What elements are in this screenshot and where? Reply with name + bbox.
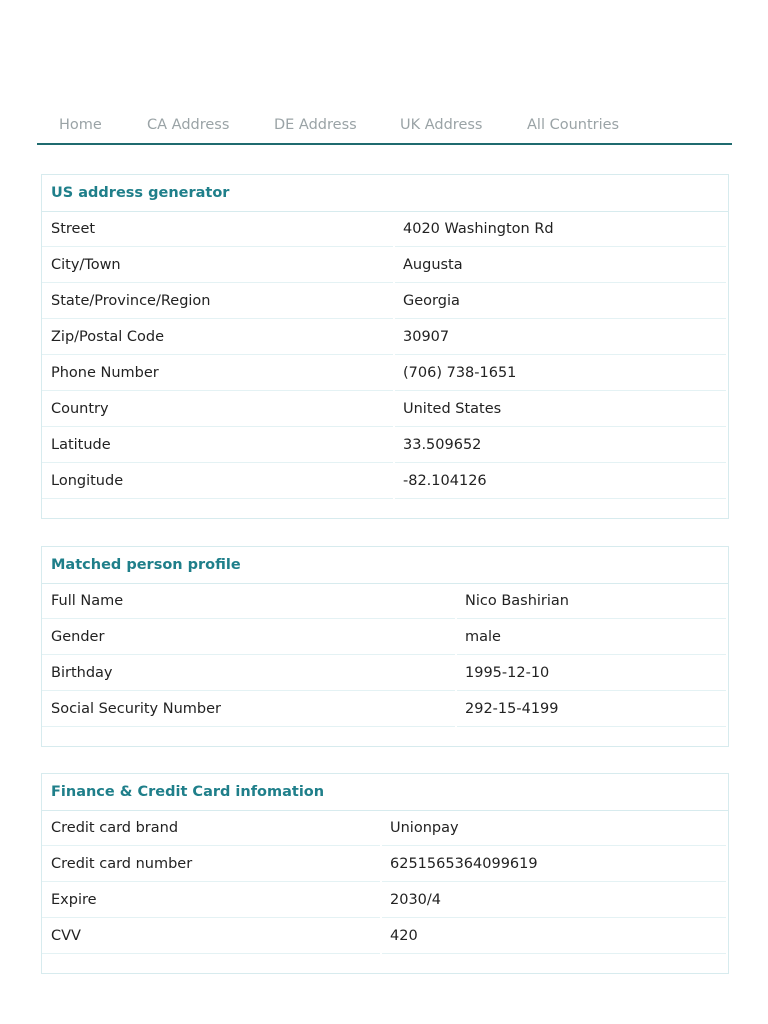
card-footer bbox=[42, 955, 728, 973]
field-value: Georgia bbox=[395, 284, 726, 319]
field-label: Country bbox=[42, 392, 393, 427]
table-row bbox=[42, 656, 728, 692]
field-label: Credit card brand bbox=[42, 811, 380, 846]
field-value: Unionpay bbox=[382, 811, 726, 846]
field-value: 2030/4 bbox=[382, 883, 726, 918]
nav-home-link[interactable]: Home bbox=[59, 117, 102, 133]
field-value: 30907 bbox=[395, 320, 726, 355]
field-value: -82.104126 bbox=[395, 464, 726, 499]
field-value: 420 bbox=[382, 919, 726, 954]
field-label: Full Name bbox=[42, 584, 455, 619]
table-row bbox=[42, 284, 728, 320]
field-label: State/Province/Region bbox=[42, 284, 393, 319]
finance-card bbox=[41, 773, 729, 974]
table-row bbox=[42, 883, 728, 919]
table-row bbox=[42, 248, 728, 284]
field-value: 33.509652 bbox=[395, 428, 726, 463]
field-label: Longitude bbox=[42, 464, 393, 499]
field-label: Street bbox=[42, 212, 393, 247]
nav-uk-address-link[interactable]: UK Address bbox=[400, 117, 483, 133]
field-label: Zip/Postal Code bbox=[42, 320, 393, 355]
field-value: 292-15-4199 bbox=[457, 692, 726, 727]
field-value: (706) 738-1651 bbox=[395, 356, 726, 391]
field-value: United States bbox=[395, 392, 726, 427]
table-row bbox=[42, 464, 728, 500]
field-value: 1995-12-10 bbox=[457, 656, 726, 691]
top-nav bbox=[37, 108, 732, 145]
card-footer bbox=[42, 500, 728, 518]
field-value: 4020 Washington Rd bbox=[395, 212, 726, 247]
field-label: Expire bbox=[42, 883, 380, 918]
field-label: Social Security Number bbox=[42, 692, 455, 727]
table-row bbox=[42, 428, 728, 464]
field-value: 6251565364099619 bbox=[382, 847, 726, 882]
table-row bbox=[42, 392, 728, 428]
person-card bbox=[41, 546, 729, 747]
field-value: male bbox=[457, 620, 726, 655]
field-value: Nico Bashirian bbox=[457, 584, 726, 619]
field-label: CVV bbox=[42, 919, 380, 954]
field-label: Birthday bbox=[42, 656, 455, 691]
field-label: Phone Number bbox=[42, 356, 393, 391]
field-label: Latitude bbox=[42, 428, 393, 463]
table-row bbox=[42, 811, 728, 847]
field-label: Gender bbox=[42, 620, 455, 655]
card-footer bbox=[42, 728, 728, 746]
nav-ca-address-link[interactable]: CA Address bbox=[147, 117, 230, 133]
address-card bbox=[41, 174, 729, 519]
table-row bbox=[42, 584, 728, 620]
nav-de-address-link[interactable]: DE Address bbox=[274, 117, 357, 133]
field-value: Augusta bbox=[395, 248, 726, 283]
table-row bbox=[42, 692, 728, 728]
nav-all-countries-link[interactable]: All Countries bbox=[527, 117, 620, 133]
table-row bbox=[42, 320, 728, 356]
finance-card-title: Finance & Credit Card infomation bbox=[42, 774, 728, 811]
address-card-title: US address generator bbox=[42, 175, 728, 212]
table-row bbox=[42, 847, 728, 883]
field-label: City/Town bbox=[42, 248, 393, 283]
person-card-title: Matched person profile bbox=[42, 547, 728, 584]
table-row bbox=[42, 620, 728, 656]
table-row bbox=[42, 212, 728, 248]
table-row bbox=[42, 356, 728, 392]
field-label: Credit card number bbox=[42, 847, 380, 882]
table-row bbox=[42, 919, 728, 955]
